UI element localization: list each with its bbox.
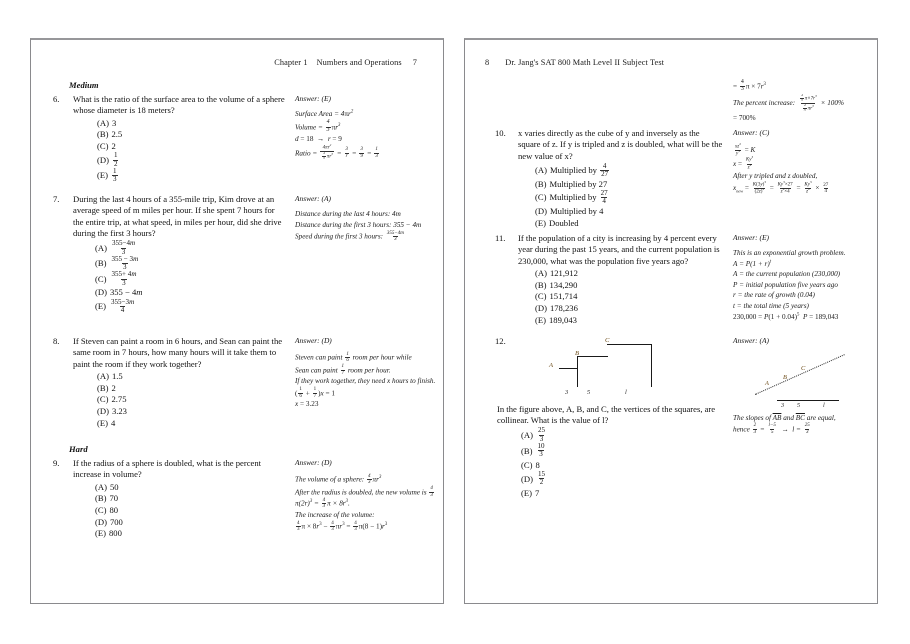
question-11-prompt-column <box>495 233 723 326</box>
question-10-answer-line-4: $x_{new}$ = $\frac{K(3y)^3}{(2z)^2}$ = $\frac{Ky^3\times 27}{z^2\times 4}$ = $\frac{Ky^3}{z^2}$ × $\frac{27}{4}$ <box>733 179 829 195</box>
question-8-answer-line-3: If they work together, they need x hours to finish. <box>295 377 436 386</box>
choice-7-a[interactable]: (A) $\frac{355-4m}{3}$ <box>95 239 136 256</box>
question-11-number: 11. <box>495 233 506 243</box>
choice-8-a-value: 1.5 <box>111 371 123 382</box>
choice-9-b-value: 70 <box>109 493 119 504</box>
choice-10-b-value: Multiplied by 27 <box>549 178 608 189</box>
question-12-answer-line-2: hence $\frac{2}{3}$ = $\frac{l-5}{5}$ → l = $\frac{25}{3}$ <box>733 423 810 435</box>
choice-12-c-value: 8 <box>535 460 540 470</box>
choice-8-c[interactable]: (C) 2.75 <box>97 394 127 405</box>
choice-6-a-value: 3 <box>111 117 117 128</box>
question-8-answer-line-1: Steven can paint $\frac{1}{6}$ room per hour while <box>295 351 412 364</box>
page-left <box>30 38 444 604</box>
question-11-choices <box>535 268 723 326</box>
question-9-choices <box>95 482 285 540</box>
choice-7-b[interactable]: (B) $\frac{355 - 3m}{3}$ <box>95 254 139 272</box>
choice-7-d-value: 355 − 4m <box>109 287 143 298</box>
choice-9-b[interactable]: (B) 70 <box>95 493 119 504</box>
question-11-answer-line-2: $A = P(1 + r)^t$ <box>733 259 772 268</box>
choice-12-b[interactable]: (B) $\frac{10}{3}$ <box>521 441 545 459</box>
answer-figure-dim-5: 5 <box>797 402 801 409</box>
choice-8-c-value: 2.75 <box>111 394 127 405</box>
choice-11-e[interactable]: (E) 189,043 <box>535 314 577 325</box>
choice-7-a-value: $\frac{355-4m}{3}$ <box>111 239 136 256</box>
page-number-right: 8 <box>485 58 490 67</box>
question-10-answer-head: Answer: (C) <box>733 128 770 137</box>
choice-7-c-value: $\frac{355+ 4m}{3}$ <box>111 270 137 287</box>
answer-figure-dim-l: l <box>823 402 825 409</box>
question-7-number: 7. <box>53 194 60 204</box>
question-11-text: If the population of a city is increasing by 4 percent every year during the past 15 years, and the current population is 230,000, what was the population five years ago? <box>518 233 720 266</box>
answer-figure-dim-3: 3 <box>781 402 785 409</box>
question-7-prompt-column <box>53 194 285 315</box>
question-block-11 <box>465 233 877 336</box>
section-label-hard: Hard <box>69 444 88 454</box>
question-block-6 <box>31 94 443 194</box>
choice-11-a[interactable]: (A) 121,912 <box>535 268 578 279</box>
question-7-answer-line-1: Distance during the last 4 hours: 4m <box>295 210 401 218</box>
choice-12-e-value: 7 <box>534 488 540 498</box>
question-block-7 <box>31 194 443 336</box>
choice-12-a[interactable]: (A) $\frac{25}{3}$ <box>521 426 545 443</box>
choice-9-e[interactable]: (E) 800 <box>95 528 122 539</box>
question-7-answer-line-3: Speed during the first 3 hours: $\frac{355-4m}{3}$ <box>295 230 404 243</box>
question-10-text: x varies directly as the cube of y and inversely as the square of z. If y is tripled and z is doubled, what will be the new value of x? <box>518 128 723 161</box>
choice-6-c-value: 2 <box>111 141 116 151</box>
figure-label-c: C <box>605 337 610 344</box>
choice-8-a[interactable]: (A) 1.5 <box>97 371 123 382</box>
question-12-choices <box>521 428 723 500</box>
choice-11-d[interactable]: (D) 178,236 <box>535 303 578 313</box>
book-title: Dr. Jang's SAT 800 Math Level II Subject Test <box>505 58 665 67</box>
running-head-chapter: Chapter 1 <box>274 58 308 67</box>
question-12-text: In the figure above, A, B, and C, the vertices of the squares, are collinear. What is the value of l? <box>497 404 716 426</box>
question-6-answer-line-1: Surface Area = $4\pi r^2$ <box>295 109 354 118</box>
page-left-body <box>31 80 443 603</box>
question-11-answer-line-6: t = the total time (5 years) <box>733 301 809 310</box>
question-6-answer-column <box>295 94 437 162</box>
running-head-right <box>485 58 664 67</box>
running-head-left <box>274 58 417 67</box>
question-7-answer-head: Answer: (A) <box>295 194 331 203</box>
question-12-answer-head: Answer: (A) <box>733 336 769 345</box>
choice-6-c[interactable]: (C) 2 <box>97 141 116 151</box>
choice-12-c[interactable]: (C) 8 <box>521 460 540 470</box>
question-9-prompt-column <box>53 458 285 540</box>
answer-figure-label-c: C <box>801 365 806 372</box>
question-8-text: If Steven can paint a room in 6 hours, and Sean can paint the same room in 7 hours, how many hours will it take them to paint the room if they work together? <box>73 336 283 369</box>
choice-8-d-value: 3.23 <box>111 406 127 416</box>
choice-6-d-value: $\frac{1}{2}$ <box>113 151 118 168</box>
continued-answer-line-2: The percent increase: $\frac{4}{3}$ $\pi\times 7r^3$ $\frac{4}{3}$ $\pi r^3$ × 100% <box>733 92 844 112</box>
question-11-answer-line-5: r = the rate of growth (0.04) <box>733 291 815 300</box>
question-11-answer-line-7: $230,000 = P(1 + 0.04)^5$ P = 189,043 <box>733 312 839 321</box>
question-8-answer-line-4: ( $\frac{1}{6}$ + $\frac{1}{7}$ )x = 1 <box>295 387 335 399</box>
choice-9-c[interactable]: (C) 80 <box>95 505 119 515</box>
question-8-answer-line-2: Sean can paint $\frac{1}{7}$ room per hour. <box>295 364 391 376</box>
choice-9-e-value: 800 <box>108 528 122 539</box>
collinear-squares-figure <box>541 337 691 398</box>
choice-11-c[interactable]: (C) 151,714 <box>535 291 578 302</box>
question-6-prompt-column <box>53 94 285 184</box>
question-9-answer-line-1: The volume of a sphere: $\frac{4}{3}$ $\pi r^3$ <box>295 473 382 486</box>
page-right-body <box>465 80 877 603</box>
choice-12-a-value: $\frac{25}{3}$ <box>537 426 545 443</box>
choice-6-d[interactable]: (D) $\frac{1}{2}$ <box>97 151 118 168</box>
question-7-text: During the last 4 hours of a 355-mile trip, Kim drove at an average speed of m miles per hour. If she spent 7 hours for the entire trip, at what speed, in miles per hour, did she drive during the first 3 hours? <box>73 194 282 239</box>
question-9-text: If the radius of a sphere is doubled, what is the percent increase in volume? <box>73 458 262 480</box>
choice-7-e[interactable]: (E) $\frac{355-3m}{4}$ <box>95 297 135 315</box>
question-8-choices <box>97 371 285 429</box>
slope-sketch-figure <box>739 352 871 410</box>
question-11-answer-column <box>733 233 873 323</box>
answer-figure-label-b: B <box>783 374 787 381</box>
choice-7-b-value: $\frac{355 - 3m}{3}$ <box>111 254 139 272</box>
question-11-answer-line-1: This is an exponential growth problem. <box>733 249 846 257</box>
question-6-number: 6. <box>53 94 60 104</box>
choice-7-c[interactable]: (C) $\frac{355+ 4m}{3}$ <box>95 270 137 287</box>
question-9-answer-line-3: The increase of the volume: <box>295 510 375 519</box>
choice-9-d-value: 700 <box>109 516 123 527</box>
question-11-answer-line-3: A = the current population (230,000) <box>733 270 841 279</box>
question-12-answer-line-1: The slopes of $\overline{AB}$ and $\overline{BC}$ are equal, <box>733 414 836 422</box>
page-right <box>464 38 878 604</box>
choice-10-c-value: Multiplied by $\frac{27}{4}$ <box>549 188 608 206</box>
choice-10-a-value: Multiplied by $\frac{4}{27}$ <box>549 161 609 179</box>
choice-10-d[interactable]: (D) Multiplied by 4 <box>535 206 604 216</box>
question-6-answer-line-2: Volume = $\frac{4}{3}$ $\pi r^3$ <box>295 119 341 133</box>
question-11-answer-line-4: P = initial population five years ago <box>733 280 838 289</box>
question-9-number: 9. <box>53 458 60 468</box>
choice-8-d[interactable]: (D) 3.23 <box>97 406 127 416</box>
answer-figure-label-a: A <box>765 380 769 387</box>
question-10-prompt-column <box>495 128 723 229</box>
question-12-prompt-column <box>495 336 723 499</box>
figure-dim-3: 3 <box>565 389 569 396</box>
question-6-answer-line-3: d = 18 → r = 9 <box>295 134 342 143</box>
choice-6-b[interactable]: (B) 2.5 <box>97 129 123 140</box>
choice-11-c-value: 151,714 <box>549 291 578 302</box>
choice-7-d[interactable]: (D) 355 − 4m <box>95 287 143 298</box>
choice-11-a-value: 121,912 <box>549 268 578 279</box>
question-6-text: What is the ratio of the surface area to the volume of a sphere whose diameter is 18 meters? <box>73 94 285 116</box>
question-8-answer-column <box>295 336 437 411</box>
question-12-number: 12. <box>495 336 506 346</box>
choice-11-e-value: 189,043 <box>548 314 577 325</box>
figure-label-a: A <box>549 362 554 369</box>
figure-label-b: B <box>575 350 580 357</box>
section-label-medium: Medium <box>69 80 99 90</box>
choice-11-d-value: 178,236 <box>549 303 578 313</box>
question-11-answer-head: Answer: (E) <box>733 233 769 242</box>
choice-12-d[interactable]: (D) $\frac{15}{2}$ <box>521 469 545 487</box>
question-8-number: 8. <box>53 336 60 346</box>
figure-dim-5: 5 <box>587 389 591 396</box>
question-12-answer-column <box>733 336 873 435</box>
choice-9-a-value: 50 <box>109 481 119 492</box>
question-9-answer-line-2: After the radius is doubled, the new volume is $\frac{4}{3}$ $\pi(2r)^3$ = $\frac{4}{3}$ $\pi \times 8r^3$. <box>295 486 433 510</box>
question-10-answer-column <box>733 128 873 198</box>
question-block-12 <box>465 336 877 498</box>
question-10-number: 10. <box>495 128 506 138</box>
continued-answer-column <box>733 80 873 125</box>
question-10-answer-line-2: x = $\frac{Ky^3}{z^2}$ <box>733 155 754 171</box>
question-block-10 <box>465 128 877 233</box>
choice-12-d-value: $\frac{15}{2}$ <box>537 469 545 487</box>
question-10-answer-line-3: After y tripled and z doubled, <box>733 171 818 180</box>
continued-answer-block <box>465 80 877 128</box>
question-7-answer-column <box>295 194 437 244</box>
choice-10-e-value: Doubled <box>548 217 579 228</box>
question-9-answer-line-4: $\frac{4}{3}$ $\pi \times 8r^3$ − $\frac{4}{3}$ $\pi r^3$ = $\frac{4}{3}$ $\pi(8 - 1)r^3$ <box>297 520 388 533</box>
choice-11-b[interactable]: (B) 134,290 <box>535 279 578 290</box>
choice-7-e-value: $\frac{355-3m}{4}$ <box>110 297 135 315</box>
choice-8-b[interactable]: (B) 2 <box>97 382 116 393</box>
question-8-prompt-column <box>53 336 285 429</box>
choice-9-a[interactable]: (A) 50 <box>95 481 119 492</box>
question-block-8 <box>31 336 443 444</box>
choice-10-c[interactable]: (C) Multiplied by $\frac{27}{4}$ <box>535 188 608 206</box>
choice-8-b-value: 2 <box>111 382 116 393</box>
choice-9-d[interactable]: (D) 700 <box>95 516 123 527</box>
continued-answer-line-3: = 700% <box>733 113 756 122</box>
choice-8-e-value: 4 <box>110 417 116 428</box>
choice-6-e-value: $\frac{1}{3}$ <box>112 166 117 184</box>
question-7-answer-line-2: Distance during the first 3 hours: 355 − 4m <box>295 220 422 229</box>
choice-6-e[interactable]: (E) $\frac{1}{3}$ <box>97 166 117 184</box>
question-6-answer-line-4: Ratio = $4\pi r^2$ $\frac{4}{3}$ $\pi r^3$ = $\frac{3}{r}$ = $\frac{3}{9}$ = $\frac{1}{3}$ <box>295 143 378 161</box>
question-10-answer-line-1: $\frac{xz^2}{y^3}$ = K <box>735 141 756 157</box>
continued-answer-line-1: = $\frac{4}{3}$ $\pi \times 7r^3$ <box>733 78 766 92</box>
page-number-left: 7 <box>412 58 417 67</box>
choice-12-e[interactable]: (E) 7 <box>521 488 540 498</box>
choice-6-b-value: 2.5 <box>111 129 123 140</box>
question-8-answer-line-5: x = 3.23 <box>295 400 319 409</box>
choice-11-b-value: 134,290 <box>549 279 578 290</box>
choice-9-c-value: 80 <box>109 505 119 515</box>
question-6-choices <box>97 118 285 184</box>
choice-10-b[interactable]: (B) Multiplied by 27 <box>535 178 608 189</box>
choice-6-a[interactable]: (A) 3 <box>97 117 117 128</box>
running-head-title: Numbers and Operations <box>316 58 402 67</box>
figure-dim-l: l <box>625 389 627 396</box>
question-block-9 <box>31 458 443 550</box>
question-8-answer-head: Answer: (D) <box>295 336 332 345</box>
choice-10-d-value: Multiplied by 4 <box>549 206 604 216</box>
question-10-choices <box>535 163 723 229</box>
choice-8-e[interactable]: (E) 4 <box>97 417 116 428</box>
choice-12-b-value: $\frac{10}{3}$ <box>537 441 545 459</box>
question-6-answer-head: Answer: (E) <box>295 94 331 103</box>
question-9-answer-column <box>295 458 437 534</box>
question-9-answer-head: Answer: (D) <box>295 458 332 467</box>
choice-10-a[interactable]: (A) Multiplied by $\frac{4}{27}$ <box>535 161 609 179</box>
choice-10-e[interactable]: (E) Doubled <box>535 217 579 228</box>
question-7-choices <box>95 241 285 315</box>
